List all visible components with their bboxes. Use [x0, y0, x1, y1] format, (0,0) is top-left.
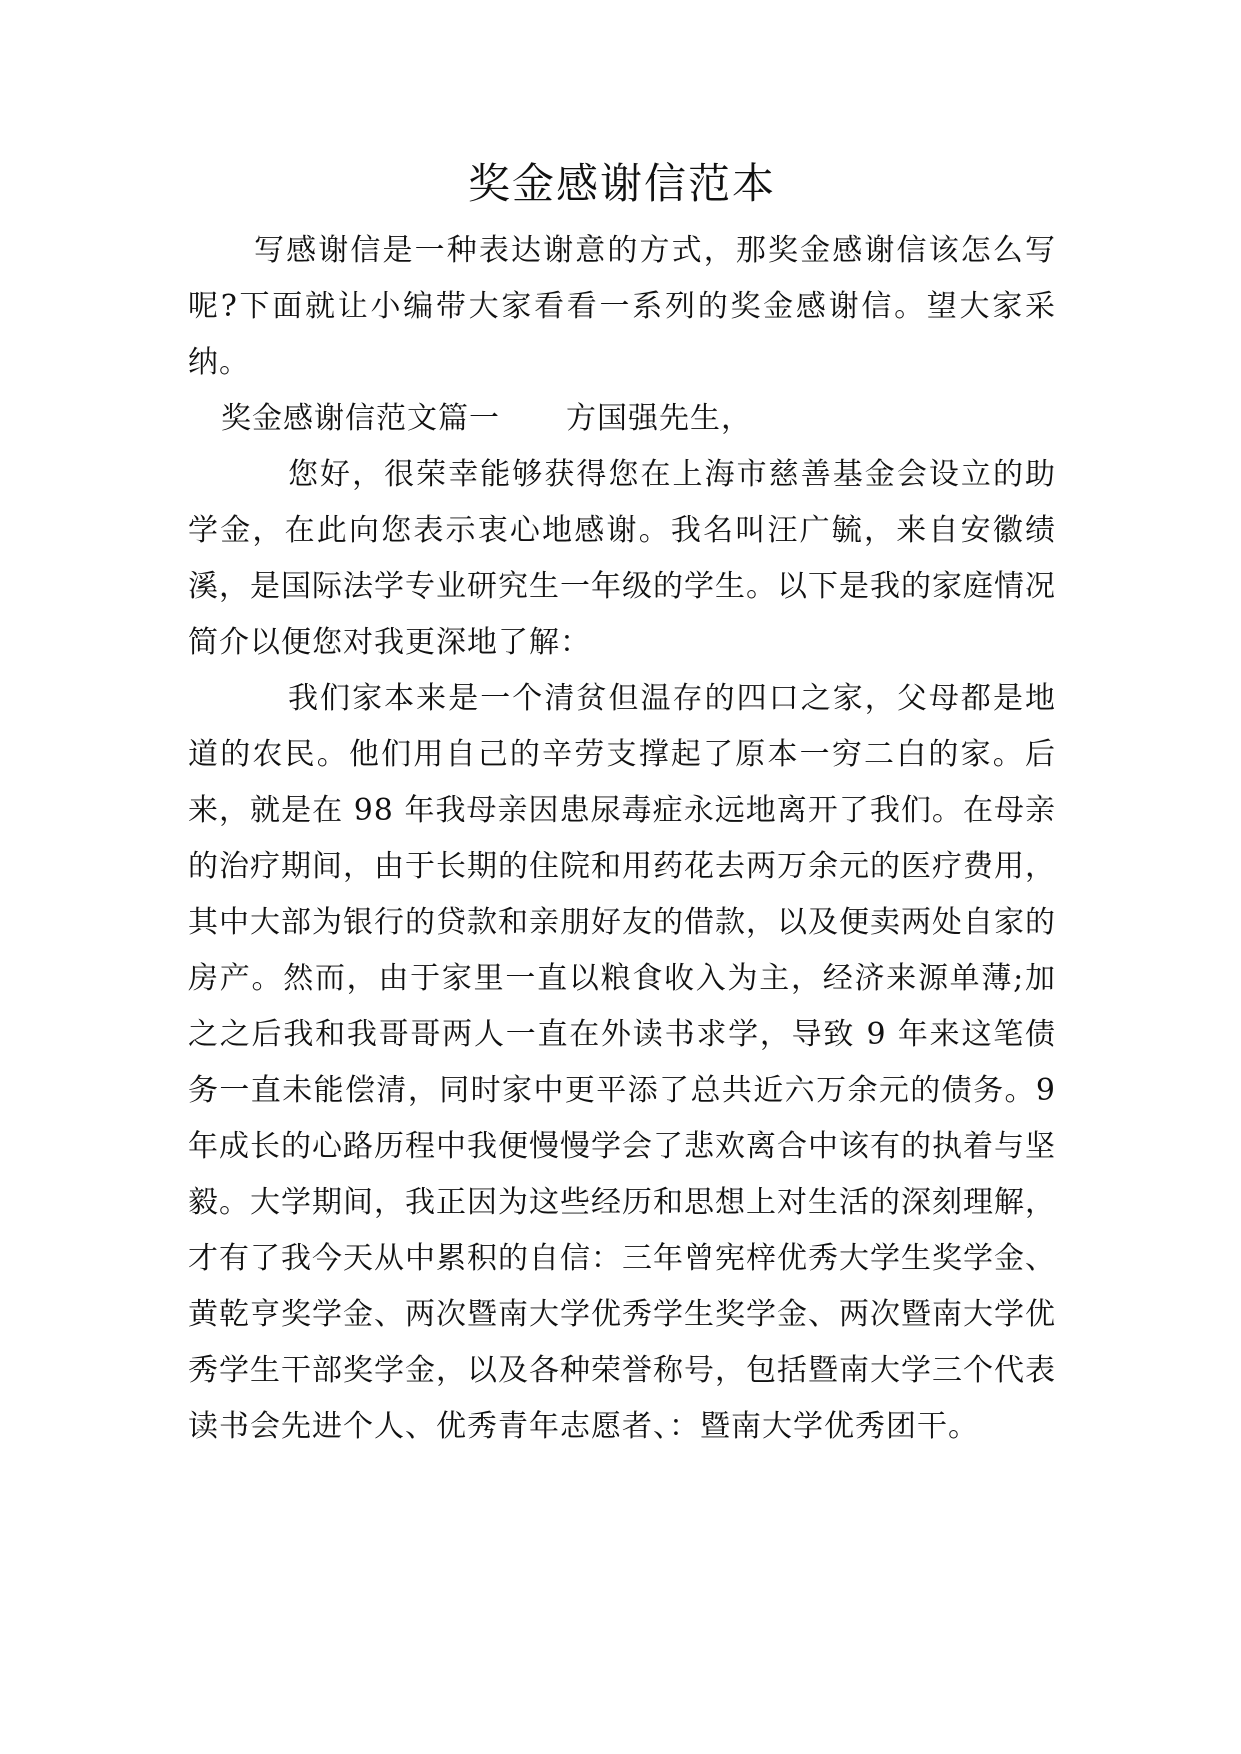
document-page — [188, 150, 1056, 1455]
document-title: 奖金感谢信范本 — [467, 159, 776, 208]
salutation: 方国强先生， — [566, 401, 752, 436]
section-heading-line — [188, 391, 1056, 447]
intro-paragraph: 写感谢信是一种表达谢意的方式，那奖金感谢信该怎么写呢?下面就让小编带大家看看一系列的奖金感谢信。望大家采纳。 — [188, 233, 1056, 380]
section-heading: 奖金感谢信范文篇一 — [221, 401, 500, 436]
body-paragraph-2: 我们家本来是一个清贫但温存的四口之家，父母都是地道的农民。他们用自己的辛劳支撑起了原本一穷二白的家。后来，就是在 98 年我母亲因患尿毒症永远地离开了我们。在母亲的治疗期间，由于长期的住院和用药花去两万余元的医疗费用，其中大部为银行的贷款和亲朋好友的借款，以及便卖两处自家的房产。然而，由于家里一直以粮食收入为主，经济来源单薄;加之之后我和我哥哥两人一直在外读书求学，导致 9 年来这笔债务一直未能偿清，同时家中更平添了总共近六万余元的债务。9 年成长的心路历程中我便慢慢学会了悲欢离合中该有的执着与坚毅。大学期间，我正因为这些经历和思想上对生活的深刻理解，才有了我今天从中累积的自信：三年曾宪梓优秀大学生奖学金、黄乾亨奖学金、两次暨南大学优秀学生奖学金、两次暨南大学优秀学生干部奖学金，以及各种荣誉称号，包括暨南大学三个代表读书会先进个人、优秀青年志愿者、：暨南大学优秀团干。 — [188, 681, 1056, 1444]
body-paragraph-1: 您好，很荣幸能够获得您在上海市慈善基金会设立的助学金，在此向您表示衷心地感谢。我名叫汪广毓，来自安徽绩溪，是国际法学专业研究生一年级的学生。以下是我的家庭情况简介以便您对我更深地了解： — [188, 457, 1056, 660]
